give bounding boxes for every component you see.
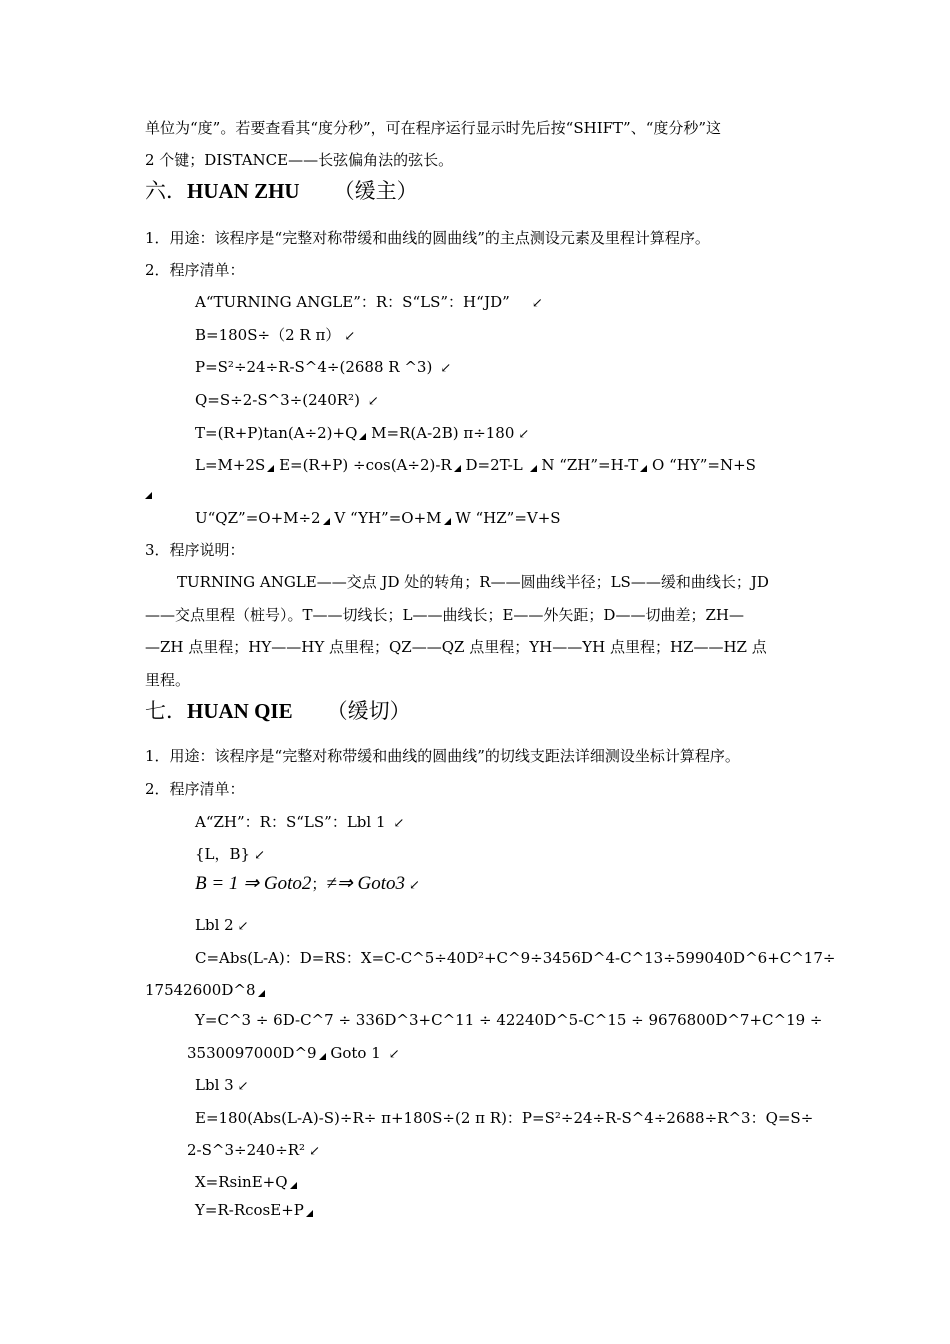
desc-line: —ZH 点里程；HY——HY 点里程；QZ——QZ 点里程；YH——YH 点里程；HZ——HZ 点 [145,638,767,656]
section-7-subtitle: （缓切） [326,699,411,723]
section-7-list-title: 2．程序清单： [145,780,245,798]
intro-line-2: 2 个键；DISTANCE——长弦偏角法的弦长。 [145,151,454,169]
display-mark [640,465,647,472]
code-line: A“TURNING ANGLE”：R：S“LS”：H“JD” ↙ [195,293,543,311]
intro-line-1: 单位为“度”。若要查看其“度分秒”，可在程序运行显示时先后按“SHIFT”、“度分秒”这 [145,119,722,137]
code-line: 3530097000D^9 Goto 1 ↙ [187,1044,400,1062]
code-line-math: B = 1 ⇒ Goto2；≠⇒ Goto3 ↙ [195,873,420,894]
section-7-title: HUAN QIE [187,699,293,723]
code-line: Y=R-RcosE+P [195,1200,313,1220]
display-mark [454,465,461,472]
desc-line: TURNING ANGLE——交点 JD 处的转角；R——圆曲线半径；LS——缓和曲线长；JD [177,573,769,591]
code-line: P=S²÷24÷R-S^4÷(2688 R ^3) ↙ [195,358,452,376]
section-6-desc-title: 3．程序说明： [145,541,245,559]
code-line: Lbl 2 ↙ [195,916,249,934]
code-line-wrap [145,482,152,502]
code-line: T=(R+P)tan(A÷2)+Q M=R(A-2B) π÷180 ↙ [195,424,530,442]
section-7-heading: 七．HUAN QIE （缓切） [145,699,411,723]
code-line: 17542600D^8 [145,980,265,1000]
section-6-title: HUAN ZHU [187,179,300,203]
code-line: B=180S÷（2 R π） ↙ [195,326,356,344]
code-line: U“QZ”=O+M÷2 V “YH”=O+M W “HZ”=V+S [195,509,561,527]
code-line: Q=S÷2-S^3÷(240R²) ↙ [195,391,379,409]
display-mark [319,1053,326,1060]
code-line: C=Abs(L-A)：D=RS：X=C-C^5÷40D²+C^9÷3456D^4-C^13÷599040D^6+C^17÷ [195,949,836,967]
display-mark [267,465,274,472]
section-6-heading: 六．HUAN ZHU （缓主） [145,179,418,203]
desc-line: ——交点里程（桩号）。T——切线长；L——曲线长；E——外矢距；D——切曲差；ZH— [145,606,744,624]
code-line: E=180(Abs(L-A)-S)÷R÷ π+180S÷(2 π R)：P=S²÷24÷R-S^4÷2688÷R^3：Q=S÷ [195,1109,814,1127]
display-mark [290,1182,297,1189]
code-line: X=RsinE+Q [195,1172,297,1192]
display-mark [530,465,537,472]
code-line: 2-S^3÷240÷R² ↙ [187,1141,320,1159]
display-mark [359,433,366,440]
display-mark [444,518,451,525]
display-mark [323,518,330,525]
code-line: Y=C^3 ÷ 6D-C^7 ÷ 336D^3+C^11 ÷ 42240D^5-C^15 ÷ 9676800D^7+C^19 ÷ [195,1011,823,1029]
section-7-use: 1．用途：该程序是“完整对称带缓和曲线的圆曲线”的切线支距法详细测设坐标计算程序。 [145,747,740,765]
section-6-subtitle: （缓主） [333,179,418,203]
desc-line: 里程。 [145,671,191,689]
code-line: {L，B} ↙ [195,845,265,863]
section-6-list-title: 2．程序清单： [145,261,245,279]
display-mark [306,1210,313,1217]
display-mark [145,492,152,499]
code-line: A“ZH”：R：S“LS”：Lbl 1 ↙ [195,813,405,831]
code-line: Lbl 3 ↙ [195,1076,249,1094]
section-6-use: 1．用途：该程序是“完整对称带缓和曲线的圆曲线”的主点测设元素及里程计算程序。 [145,229,710,247]
code-line: L=M+2S E=(R+P) ÷cos(A÷2)-R D=2T-L N “ZH”=H-T O “HY”=N+S [195,456,756,474]
display-mark [258,990,265,997]
